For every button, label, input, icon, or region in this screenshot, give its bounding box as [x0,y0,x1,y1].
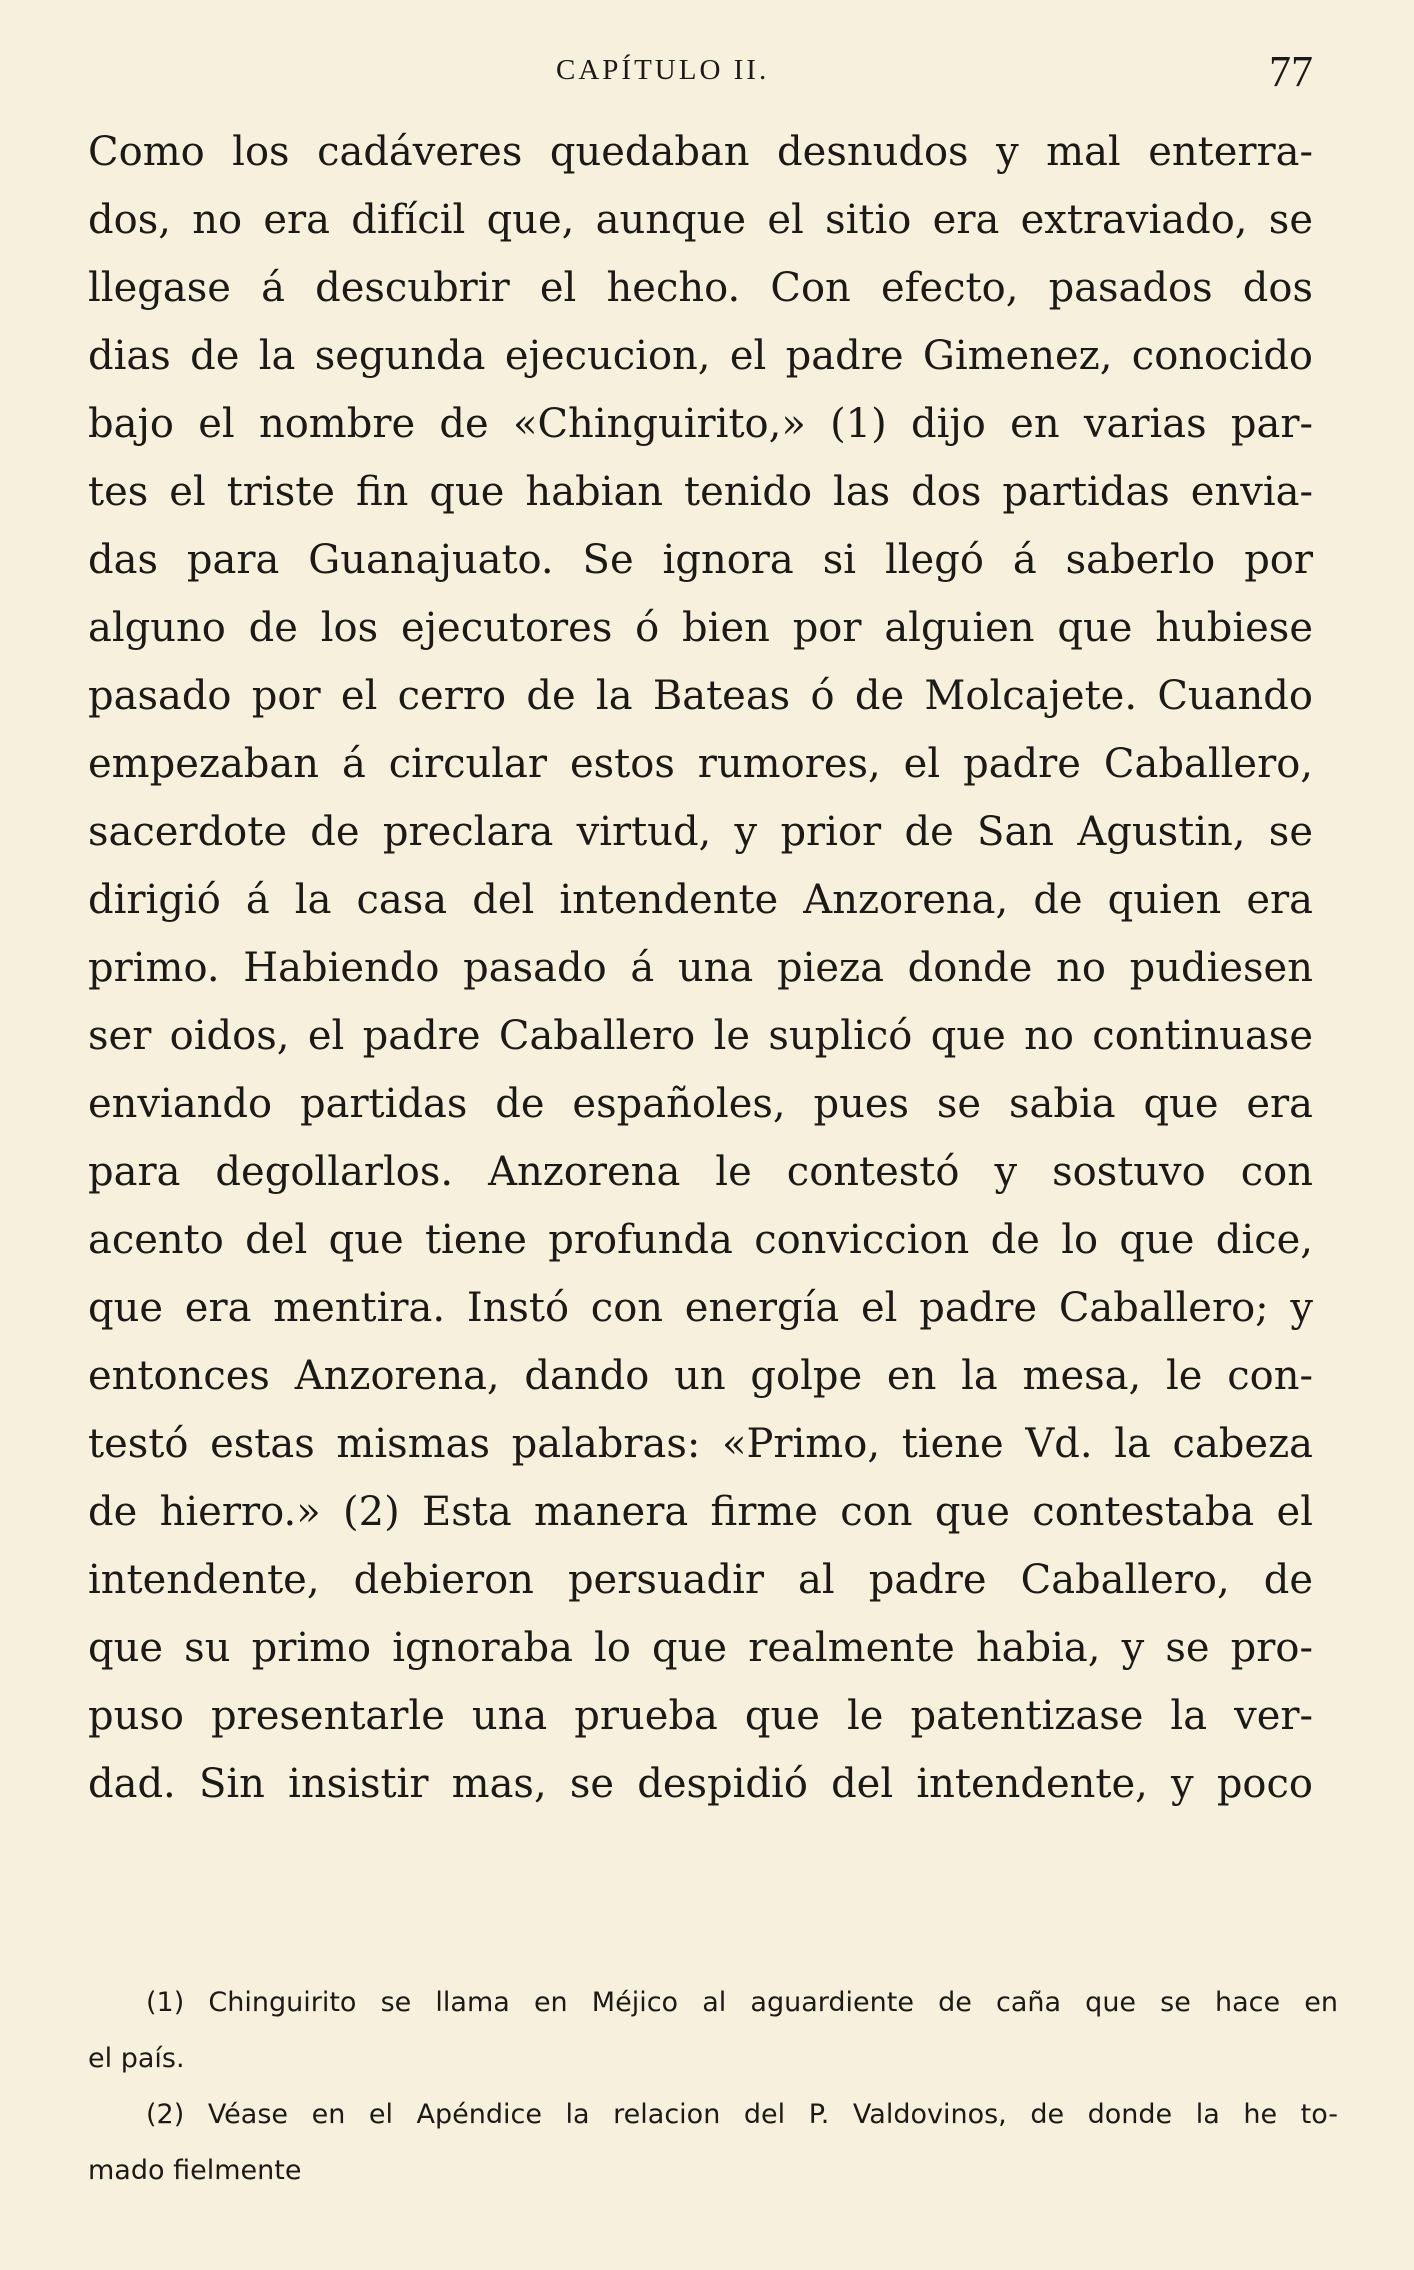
text-line: ser oidos, el padre Caballero le suplicó que no continuase [88,1013,1313,1059]
footnote-1-line-2: el país. [88,2043,185,2074]
text-line: alguno de los ejecutores ó bien por alguien que hubiese [88,605,1313,651]
footnote-2-line-2: mado fielmente [88,2155,302,2186]
text-line: primo. Habiendo pasado á una pieza donde no pudiesen [88,945,1313,991]
footnote-1-line-1: (1) Chinguirito se llama en Méjico al aguardiente de caña que se hace en [146,1987,1338,2018]
footnote-2-line-1: (2) Véase en el Apéndice la relacion del P. Valdovinos, de donde la he to- [146,2099,1338,2130]
footnotes [88,1975,1338,2199]
text-line: para degollarlos. Anzorena le contestó y sostuvo con [88,1149,1313,1195]
running-head: CAPÍTULO II. [556,54,770,86]
text-line: puso presentarle una prueba que le patentizase la ver- [88,1693,1313,1739]
text-line: que era mentira. Instó con energía el padre Caballero; y [88,1285,1313,1331]
text-line: Como los cadáveres quedaban desnudos y mal enterra- [88,129,1313,175]
text-line: dos, no era difícil que, aunque el sitio era extraviado, se [88,197,1313,243]
text-line: empezaban á circular estos rumores, el padre Caballero, [88,741,1313,787]
text-line: entonces Anzorena, dando un golpe en la mesa, le con- [88,1353,1313,1399]
text-line: das para Guanajuato. Se ignora si llegó á saberlo por [88,537,1313,583]
text-line: testó estas mismas palabras: «Primo, tiene Vd. la cabeza [88,1421,1313,1467]
text-line: acento del que tiene profunda conviccion de lo que dice, [88,1217,1313,1263]
page-number: 77 [1269,47,1313,96]
text-line: dias de la segunda ejecucion, el padre Gimenez, conocido [88,333,1313,379]
text-line: dad. Sin insistir mas, se despidió del intendente, y poco [88,1761,1313,1807]
text-line: que su primo ignoraba lo que realmente habia, y se pro- [88,1625,1313,1671]
text-line: sacerdote de preclara virtud, y prior de San Agustin, se [88,809,1313,855]
page-header [88,46,1313,96]
text-line: bajo el nombre de «Chinguirito,» (1) dijo en varias par- [88,401,1313,447]
text-line: tes el triste fin que habian tenido las dos partidas envia- [88,469,1313,515]
text-line: dirigió á la casa del intendente Anzorena, de quien era [88,877,1313,923]
text-line: llegase á descubrir el hecho. Con efecto, pasados dos [88,265,1313,311]
text-line: enviando partidas de españoles, pues se sabia que era [88,1081,1313,1127]
text-line: intendente, debieron persuadir al padre Caballero, de [88,1557,1313,1603]
text-line: de hierro.» (2) Esta manera firme con que contestaba el [88,1489,1313,1535]
body-text [88,118,1313,1818]
text-line: pasado por el cerro de la Bateas ó de Molcajete. Cuando [88,673,1313,719]
